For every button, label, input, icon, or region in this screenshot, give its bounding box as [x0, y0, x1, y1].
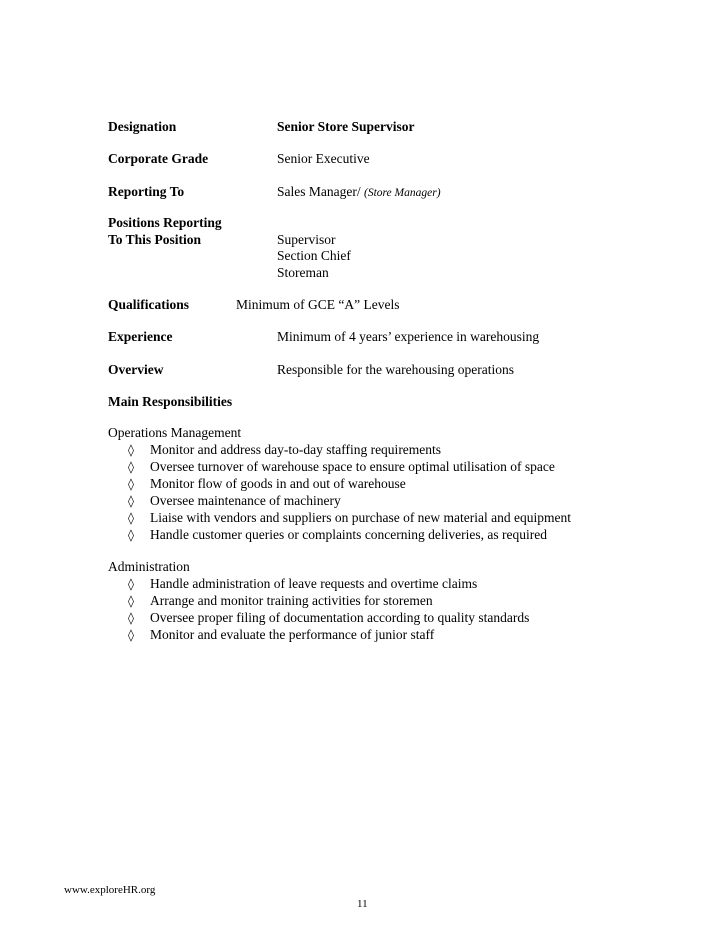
list-item-text: Oversee maintenance of machinery: [150, 493, 341, 508]
list-item: [128, 441, 571, 458]
list-item-text: Liaise with vendors and suppliers on purchase of new material and equipment: [150, 510, 572, 525]
list-item: [128, 492, 571, 509]
operations-management-list: [128, 441, 571, 543]
experience-value: Minimum of 4 years’ experience in warehousing: [277, 329, 540, 344]
diamond-bullet-icon: ◊: [128, 477, 134, 491]
list-item-text: Handle administration of leave requests and overtime claims: [150, 576, 478, 591]
list-item-text: Oversee proper filing of documentation according to quality standards: [150, 610, 530, 625]
diamond-bullet-icon: ◊: [128, 511, 134, 525]
overview-label: Overview: [108, 362, 164, 377]
diamond-bullet-icon: ◊: [128, 443, 134, 457]
list-item: [128, 458, 571, 475]
administration-list: [128, 575, 529, 643]
reporting-to-value-main: Sales Manager/: [277, 184, 361, 199]
diamond-bullet-icon: ◊: [128, 494, 134, 508]
main-responsibilities-heading: Main Responsibilities: [108, 394, 233, 409]
corporate-grade-label: Corporate Grade: [108, 151, 209, 166]
qualifications-label: Qualifications: [108, 297, 190, 312]
administration-title: Administration: [108, 559, 190, 574]
footer-website-url: www.exploreHR.org: [64, 884, 156, 896]
positions-reporting-value: Supervisor: [277, 232, 336, 247]
overview-value: Responsible for the warehousing operations: [277, 362, 514, 377]
list-item: [128, 509, 571, 526]
reporting-to-label: Reporting To: [108, 184, 185, 199]
list-item-text: Monitor and evaluate the performance of junior staff: [150, 627, 435, 642]
list-item-text: Monitor flow of goods in and out of warehouse: [150, 476, 406, 491]
designation-value: Senior Store Supervisor: [277, 119, 415, 134]
designation-label: Designation: [108, 119, 177, 134]
list-item: [128, 575, 529, 592]
diamond-bullet-icon: ◊: [128, 611, 134, 625]
positions-reporting-value: Storeman: [277, 265, 329, 280]
list-item-text: Monitor and address day-to-day staffing requirements: [150, 442, 442, 457]
diamond-bullet-icon: ◊: [128, 577, 134, 591]
page-number: 11: [357, 898, 368, 910]
diamond-bullet-icon: ◊: [128, 594, 134, 608]
positions-reporting-value: Section Chief: [277, 248, 351, 263]
positions-reporting-label-line1: Positions Reporting: [108, 215, 222, 230]
list-item: [128, 475, 571, 492]
list-item-text: Oversee turnover of warehouse space to ensure optimal utilisation of space: [150, 459, 555, 474]
corporate-grade-value: Senior Executive: [277, 151, 370, 166]
list-item: [128, 592, 529, 609]
diamond-bullet-icon: ◊: [128, 528, 134, 542]
positions-reporting-label-line2: To This Position: [108, 232, 202, 247]
list-item-text: Arrange and monitor training activities for storemen: [150, 593, 433, 608]
qualifications-value: Minimum of GCE “A” Levels: [236, 297, 400, 312]
diamond-bullet-icon: ◊: [128, 628, 134, 642]
reporting-to-value-note: (Store Manager): [363, 187, 441, 199]
reporting-to-value: [277, 183, 441, 202]
diamond-bullet-icon: ◊: [128, 460, 134, 474]
list-item: [128, 526, 571, 543]
list-item-text: Handle customer queries or complaints concerning deliveries, as required: [150, 527, 547, 542]
list-item: [128, 609, 529, 626]
experience-label: Experience: [108, 329, 173, 344]
list-item: [128, 626, 529, 643]
operations-management-title: Operations Management: [108, 425, 242, 440]
